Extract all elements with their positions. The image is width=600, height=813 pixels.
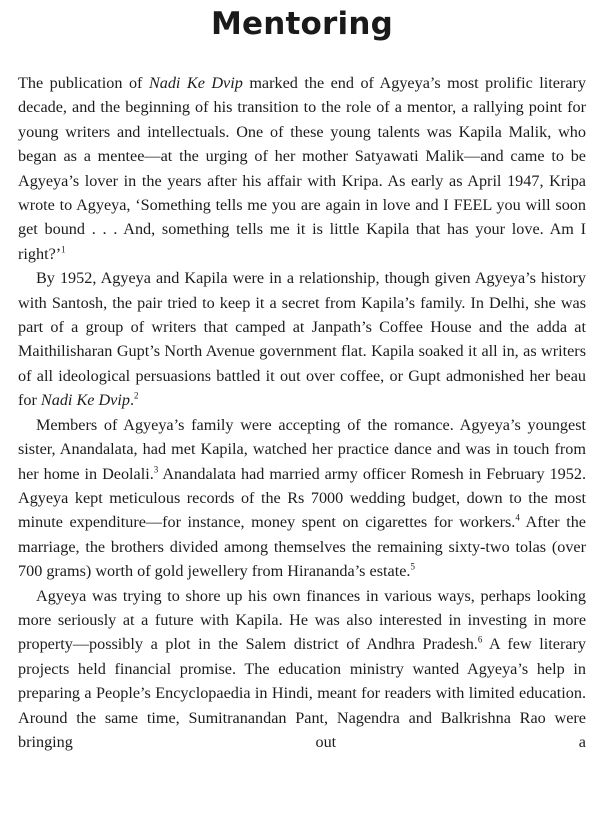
footnote-marker: 5 [410, 561, 415, 572]
paragraph [18, 413, 586, 584]
chapter-title: Mentoring [210, 6, 394, 42]
paragraph [18, 71, 586, 266]
text-segment: Members of Agyeya’s family were accepting of the romance. Agyeya’s youngest sister, Anandalata, had met Kapila, watched her practice dance and was in touch from her home in Deolali. [18, 415, 586, 483]
book-title-italic: Nadi Ke Dvip [40, 391, 130, 410]
text-segment: By 1952, Agyeya and Kapila were in a relationship, though given Agyeya’s history with Santosh, the pair tried to keep it a secret from Kapila’s family. In Delhi, she was part of a group of writers that camped at Janpath’s Coffee House and the adda at Maithilisharan Gupt’s North Avenue government flat. Kapila soaked it all in, as writers of all ideological persuasions battled it out over coffee, or Gupt admonished her beau for [18, 269, 586, 410]
paragraph [18, 266, 586, 412]
footnote-marker: 6 [477, 634, 483, 645]
text-segment: Agyeya was trying to shore up his own finances in various ways, perhaps looking more seriously at a future with Kapila. He was also interested in investing in more property—possibly a plot in the Salem district of Andhra Pradesh. [18, 586, 586, 654]
footnote-marker: 1 [61, 244, 66, 255]
footnote-marker: 2 [134, 390, 139, 401]
text-segment: A few literary projects held financial promise. The education ministry wanted Agyeya’s help in preparing a People’s Encyclopaedia in Hindi, meant for readers with limited education. Around the same time, Sumitranandan Pant, Nagendra and Balkrishna Rao were bringing out a [18, 635, 586, 751]
footnote-marker: 4 [515, 512, 520, 523]
book-title-italic: Nadi Ke Dvip [148, 74, 243, 92]
footnote-marker: 3 [153, 464, 159, 475]
body-text [18, 71, 586, 754]
text-segment: After the marriage, the brothers divided among themselves the remaining sixty-two tolas (over 700 grams) worth of gold jewellery from Hirananda’s estate. [18, 513, 586, 581]
text-segment: The publication of [18, 74, 149, 92]
text-segment: marked the end of Agyeya’s most prolific literary decade, and the beginning of his transition to the role of a mentor, a rallying point for young writers and intellectuals. One of these young talents was Kapila Malik, who began as a mentee—at the urging of her mother Satyawati Malik—and came to be Agyeya’s lover in the years after his affair with Kripa. As early as April 1947, Kripa wrote to Agyeya, ‘Something tells me you are again in love and I FEEL you will soon get bound . . . And, something tells me it is little Kapila that has your love. Am I right?’ [18, 74, 586, 263]
text-segment: Anandalata had married army officer Romesh in February 1952. Agyeya kept meticulous records of the Rs 7000 wedding budget, down to the most minute expenditure—for instance, money spent on cigarettes for workers. [18, 464, 586, 532]
paragraph [18, 584, 586, 755]
text-segment: . [129, 391, 134, 410]
